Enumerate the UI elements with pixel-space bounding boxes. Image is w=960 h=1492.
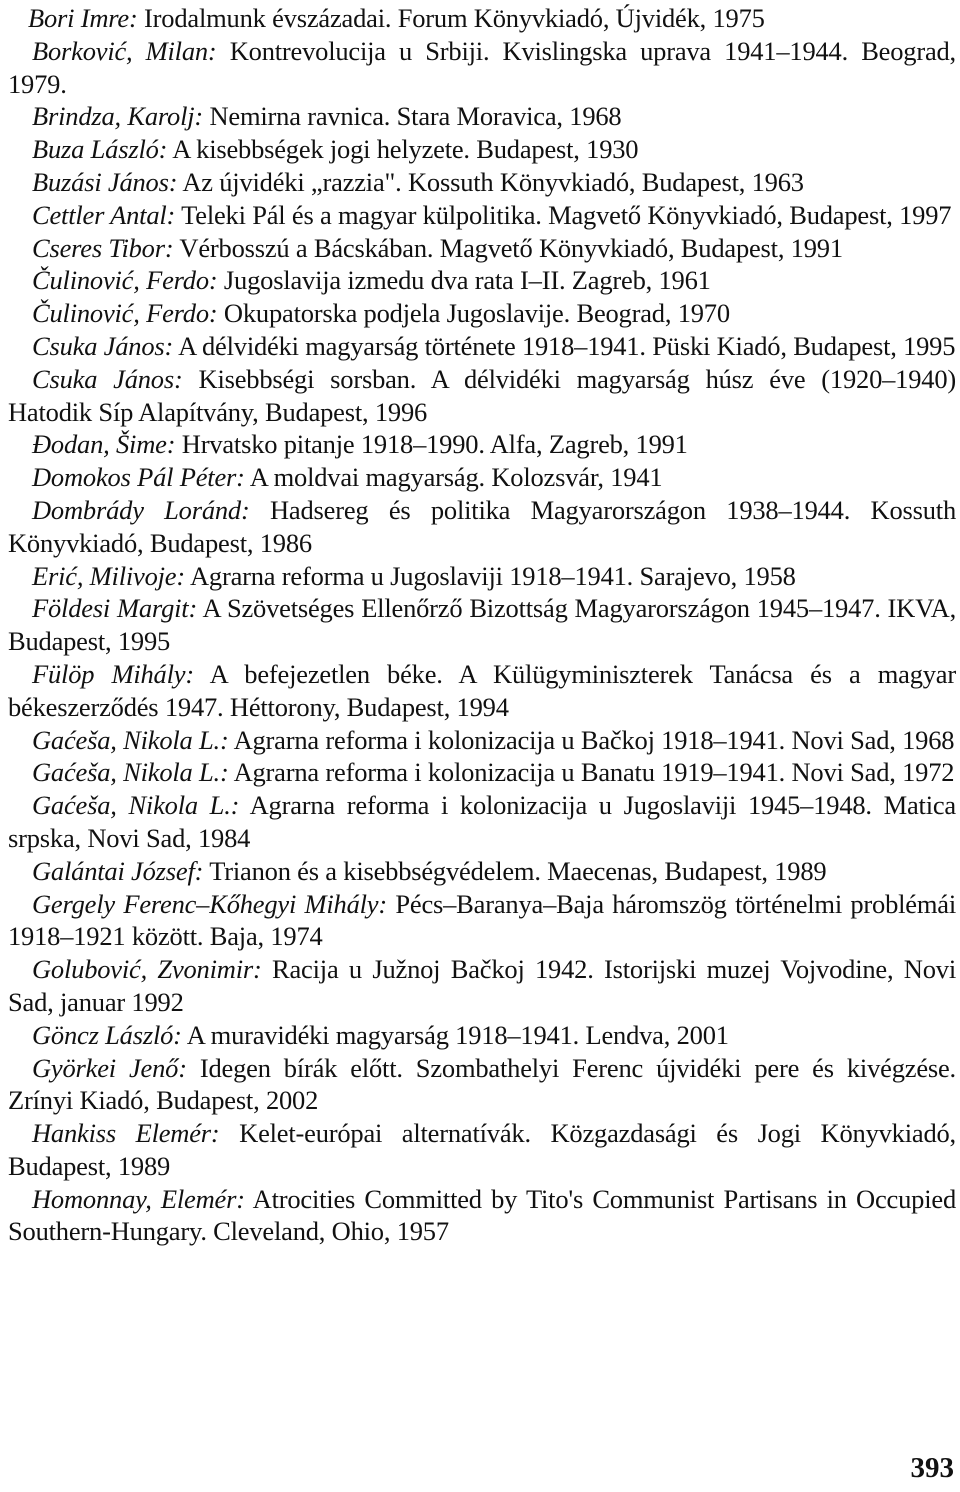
page-number: 393 (910, 1452, 954, 1484)
entry-author: Buza László: (32, 134, 168, 165)
bibliography-entry (8, 1019, 956, 1052)
entry-text: Kelet-európai alternatívák. Közgazdasági és Jogi Könyvkiadó, Budapest, 1989 (8, 1118, 956, 1181)
entry-text: A délvidéki magyarság története 1918–1941. Püski Kiadó, Budapest, 1995 (173, 330, 956, 361)
entry-text: Teleki Pál és a magyar külpolitika. Magvető Könyvkiadó, Budapest, 1997 (175, 199, 952, 230)
entry-author: Csuka János: (32, 363, 183, 394)
entry-text: Kontrevolucija u Srbiji. Kvislingska uprava 1941–1944. Beograd, 1979. (8, 35, 956, 99)
entry-text: Vérbosszú a Bácskában. Magvető Könyvkiadó, Budapest, 1991 (173, 232, 843, 263)
entry-author: Cseres Tibor: (32, 232, 174, 263)
entry-text: Az újvidéki „razzia". Kossuth Könyvkiadó, Budapest, 1963 (177, 166, 804, 197)
bibliography-entry (8, 756, 956, 789)
bibliography-entry (8, 1052, 956, 1118)
entry-author: Fülöp Mihály: (32, 658, 194, 689)
entry-author: Cettler Antal: (32, 199, 176, 230)
bibliography-entry (8, 658, 956, 724)
bibliography-entry (8, 199, 956, 232)
entry-author: Csuka János: (32, 330, 174, 361)
bibliography-entry (8, 264, 956, 297)
entry-text: A kisebbségek jogi helyzete. Budapest, 1930 (167, 134, 639, 165)
entry-text: Racija u Južnoj Bačkoj 1942. Istorijski muzej Vojvodine, Novi Sad, januar 1992 (8, 954, 957, 1017)
entry-text: Agrarna reforma i kolonizacija u Bačkoj 1918–1941. Novi Sad, 1968 (228, 724, 955, 755)
entry-author: Čulinović, Ferdo: (32, 265, 218, 296)
entry-author: Földesi Margit: (32, 593, 198, 624)
entry-text: Hrvatsko pitanje 1918–1990. Alfa, Zagreb, 1991 (175, 429, 688, 460)
entry-author: Gergely Ferenc–Kőhegyi Mihály: (32, 888, 387, 919)
entry-author: Golubović, Zvonimir: (32, 954, 262, 985)
bibliography-entry (8, 1117, 956, 1183)
entry-author: Gaćeša, Nikola L.: (32, 757, 229, 788)
bibliography-entry (8, 330, 956, 363)
bibliography-entry (8, 363, 956, 429)
entry-text: Nemirna ravnica. Stara Moravica, 1968 (203, 101, 622, 132)
entry-text: Okupatorska podjela Jugoslavije. Beograd, 1970 (217, 298, 730, 329)
bibliography-entry (8, 297, 956, 330)
bibliography-entry (8, 855, 956, 888)
entry-author: Homonnay, Elemér: (32, 1183, 245, 1214)
entry-text: Trianon és a kisebbségvédelem. Maecenas, Budapest, 1989 (203, 855, 827, 886)
entry-text: Idegen bírák előtt. Szombathelyi Ferenc újvidéki pere és kivégzése. Zrínyi Kiadó, Budapest, 2002 (8, 1052, 956, 1116)
bibliography-list (8, 2, 956, 1248)
bibliography-entry (8, 888, 956, 954)
entry-text: A befejezetlen béke. A Külügyminiszterek Tanácsa és a magyar békeszerződés 1947. Héttorony, Budapest, 1994 (8, 658, 956, 722)
entry-text: Agrarna reforma u Jugoslaviji 1918–1941. Sarajevo, 1958 (185, 560, 796, 591)
entry-author: Gaćeša, Nikola L.: (32, 724, 229, 755)
bibliography-entry (8, 100, 956, 133)
entry-text: A Szövetséges Ellenőrző Bizottság Magyarországon 1945–1947. IKVA, Budapest, 1995 (8, 593, 956, 657)
bibliography-entry (8, 133, 956, 166)
entry-author: Göncz László: (32, 1019, 182, 1050)
entry-text: A muravidéki magyarság 1918–1941. Lendva, 2001 (181, 1019, 729, 1050)
entry-author: Györkei Jenő: (32, 1052, 187, 1083)
bibliography-entry (8, 953, 956, 1019)
entry-author: Buzási János: (32, 166, 178, 197)
entry-author: Čulinović, Ferdo: (32, 298, 218, 329)
bibliography-entry (8, 232, 956, 265)
bibliography-entry (8, 1183, 956, 1249)
entry-text: Pécs–Baranya–Baja háromszög történelmi problémái 1918–1921 között. Baja, 1974 (8, 888, 956, 952)
entry-text: Hadsereg és politika Magyarországon 1938–1944. Kossuth Könyvkiadó, Budapest, 1986 (8, 494, 956, 558)
bibliography-entry (8, 166, 956, 199)
bibliography-entry (8, 461, 956, 494)
bibliography-entry (8, 35, 956, 101)
entry-text: Irodalmunk évszázadai. Forum Könyvkiadó, Újvidék, 1975 (137, 3, 765, 33)
entry-text: A moldvai magyarság. Kolozsvár, 1941 (244, 462, 663, 493)
bibliography-entry (8, 592, 956, 658)
bibliography-entry (8, 494, 956, 560)
entry-author: Domokos Pál Péter: (32, 462, 245, 493)
bibliography-entry (8, 789, 956, 855)
entry-author: Bori Imre: (28, 3, 138, 33)
entry-author: Hankiss Elemér: (32, 1118, 220, 1149)
bibliography-entry (8, 560, 956, 593)
entry-author: Dombrády Loránd: (32, 494, 250, 525)
entry-author: Galántai József: (32, 855, 204, 886)
entry-author: Borković, Milan: (32, 35, 217, 66)
entry-text: Agrarna reforma i kolonizacija u Jugoslaviji 1945–1948. Matica srpska, Novi Sad, 1984 (8, 790, 956, 853)
entry-text: Jugoslavija izmedu dva rata I–II. Zagreb, 1961 (217, 265, 711, 296)
entry-text: Agrarna reforma i kolonizacija u Banatu 1919–1941. Novi Sad, 1972 (228, 757, 955, 788)
bibliography-entry (8, 724, 956, 757)
entry-text: Atrocities Committed by Tito's Communist Partisans in Occupied Southern-Hungary. Cleveland, Ohio, 1957 (8, 1183, 956, 1247)
entry-author: Gaćeša, Nikola L.: (32, 790, 240, 821)
bibliography-entry (8, 2, 956, 35)
bibliography-entry (8, 428, 956, 461)
entry-author: Đodan, Šime: (32, 429, 176, 460)
entry-author: Brindza, Karolj: (32, 101, 204, 132)
entry-text: Kisebbségi sorsban. A délvidéki magyarság húsz éve (1920–1940) Hatodik Síp Alapítvány, Budapest, 1996 (8, 363, 957, 427)
entry-author: Erić, Milivoje: (32, 560, 185, 591)
